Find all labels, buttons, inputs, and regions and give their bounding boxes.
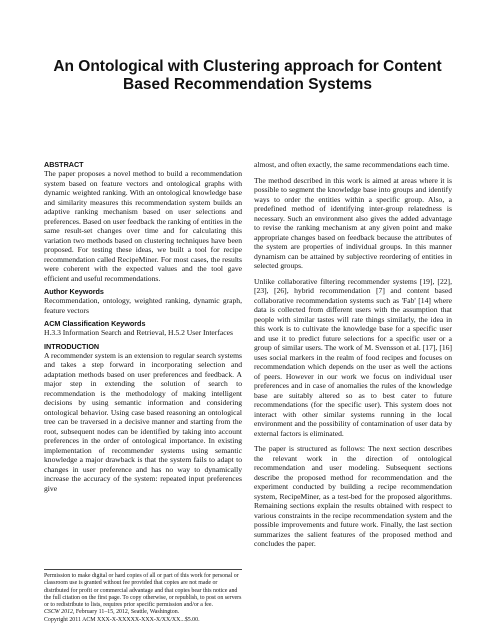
introduction-text: A recommender system is an extension to regular search systems and takes a step forward in incorporating selection and adaptation methods based on user preferences and feedback. A major step in extending the solution of search to recommendation is the methodology of making intelligent decisions by using semantic information and considering ontological behavior. Using case based reasoning an ontological tree can be traversed in a decisive manner and starting from the root, subsequent nodes can be identified by taking into account preferences in the order of ontological importance. In existing implementation of recommender systems using semantic knowledge a major drawback is that the system fails to adapt to changes in user preference and has no way to dynamically increase the accuracy of the system: repeated input preferences give <box>44 350 242 493</box>
venue-line <box>44 609 242 616</box>
introduction-heading: INTRODUCTION <box>44 341 100 351</box>
abstract-heading: ABSTRACT <box>44 160 84 169</box>
permission-notice <box>44 569 242 624</box>
body-paragraph: The method described in this work is aimed at areas where it is possible to segment the knowledge base into groups and identify ways to order the entities within a specific group. Also, a predefined method of identifying inter-group relatedness is necessary. Such an environment also gives the added advantage to revise the ranking mechanism at any given point and make appropriate changes based on feedback because the attributes of the system are properties of individual groups. In this manner dynamism can be attained by subjective reordering of entities in selected groups. <box>254 175 452 270</box>
permission-text: Permission to make digital or hard copies of all or part of this work for personal or classroom use is granted without fee provided that copies are not made or distributed for profit or commercial advantage and that copies bear this notice and the full citation on the first page. To copy otherwise, or republish, to post on servers or to redistribute to lists, requires prior specific permission and/or a fee. <box>44 573 242 609</box>
body-paragraph: Unlike collaborative filtering recommender systems [19], [22], [23], [26], hybrid recommendation [7] and content based collaborative recommendation systems such as 'Fab' [14] where data is collected from different users with the assumption that people with similar tastes will rate things similarly, the idea in this work is to cultivate the knowledge base for a specific user and use it to predict future selections for a specific user or a group of similar users. The work of M. Svensson et al. [17], [16] uses social markers in the realm of food recipes and focuses on recommendation which depends on the user as well the actions of peers. However in our work we focus on individual user preferences and in case of anomalies the rules of the knowledge base are suitably altered so as to best cater to future recommendations (for the specific user). This system does not interact with other similar systems running in the local environment and the possibility of contamination of user data by external factors is eliminated. <box>254 276 452 438</box>
acm-text: H.3.3 Information Search and Retrieval, H.5.2 User Interfaces <box>44 328 233 337</box>
acm-heading: ACM Classification Keywords <box>44 319 146 328</box>
venue-name: CSCW 2012, <box>44 609 75 616</box>
keywords-text: Recommendation, ontology, weighted ranking, dynamic graph, feature vectors <box>44 296 242 315</box>
paper-title: An Ontological with Clustering approach for Content Based Recommendation Systems <box>53 58 442 93</box>
abstract-text: The paper proposes a novel method to build a recommendation system based on feature vectors and ontological graphs with dynamic weighted ranking. With an ontological knowledge base and similarity measures this recommendation system builds an adaptive ranking mechanism based on user selections and preferences. Based on user feedback the ranking of entities in the same result-set changes over time and for calculating this variation two methods based on clustering techniques have been proposed. For testing these ideas, we built a tool for recipe recommendation called RecipeMiner. For most cases, the results were coherent with the expected values and the tool gave efficient and useful recommendations. <box>44 169 242 283</box>
keywords-heading: Author Keywords <box>44 287 104 296</box>
body-paragraph: almost, and often exactly, the same recommendations each time. <box>254 160 450 169</box>
copyright-line: Copyright 2011 ACM XXX-X-XXXXX-XXX-X/XX/XX...$5.00. <box>44 616 200 623</box>
body-paragraph: The paper is structured as follows: The next section describes the relevant work in the direction of ontological recommendation and user modeling. Subsequent sections describe the proposed method for recommendation and the experiment conducted by building a recipe recommendation system, RecipeMiner, as a test-bed for the proposed algorithms. Remaining sections explain the results obtained with respect to various constraints in the recipe recommendation system and the possible improvements and future work. Finally, the last section summarizes the salient features of the proposed method and concludes the paper. <box>254 444 452 548</box>
left-column <box>44 160 242 497</box>
venue-details: February 11–15, 2012, Seattle, Washington. <box>74 609 180 616</box>
right-column <box>254 160 452 555</box>
